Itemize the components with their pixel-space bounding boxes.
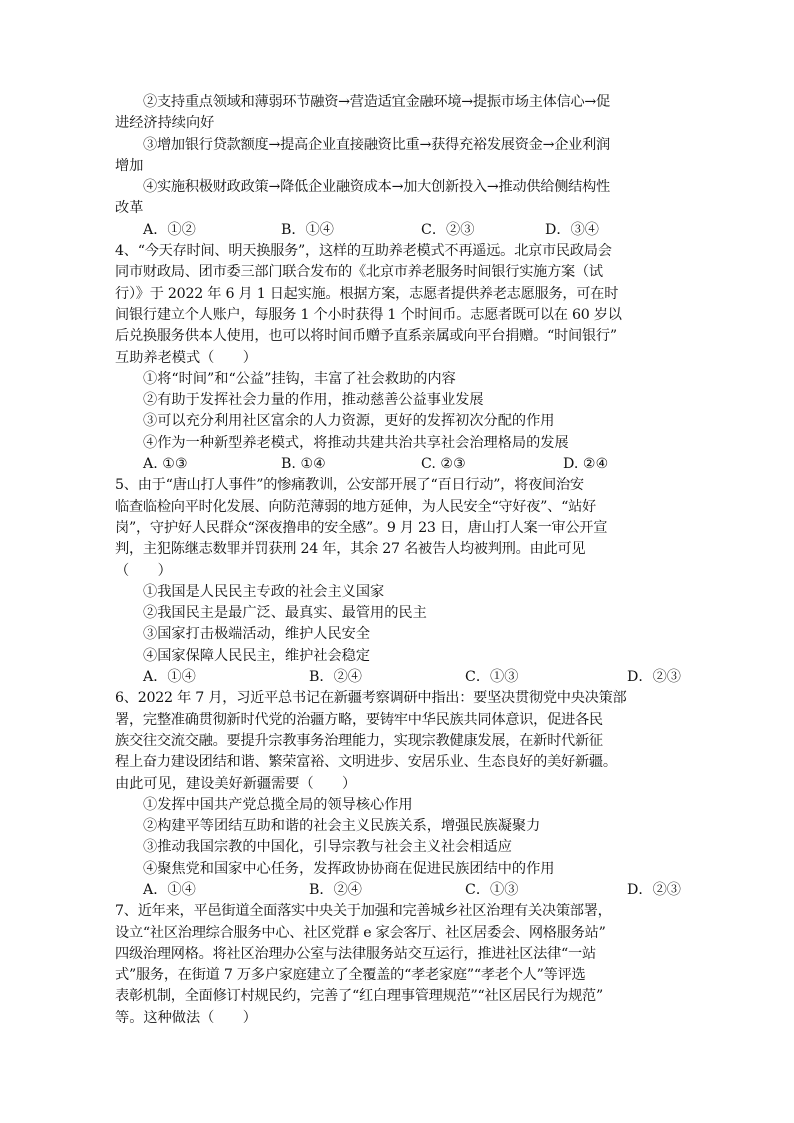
q5-item-2: ②我国民主是最广泛、最真实、最管用的民主	[143, 605, 427, 622]
q7-stem-line-1: 7、近年来，平邑街道全面落实中央关于加强和完善城乡社区治理有关决策部署，	[115, 903, 612, 920]
q5-item-3: ③国家打击极端活动，维护人民安全	[143, 626, 371, 643]
q4-item-4: ④作为一种新型养老模式，将推动共建共治共享社会治理格局的发展	[143, 434, 569, 451]
q3-item-4-line-1: ④实施积极财政政策→降低企业融资成本→加大创新投入→推动供给侧结构性	[143, 179, 610, 196]
q3-option-a: A．①②	[143, 221, 196, 238]
q4-options	[115, 454, 690, 475]
q5-stem-line-2: 临查临检向平时化发展、向防范薄弱的地方延伸，为人民安全“守好夜”、“站好	[115, 498, 596, 515]
q3-item-3-line-2: 增加	[115, 157, 144, 174]
q3-item-4-line-2: 改革	[115, 200, 144, 217]
q5-stem-line-4: 判，主犯陈继志数罪并罚获刑 24 年，其余 27 名被告人均被判刑。由此可见	[115, 541, 586, 558]
q4-item-1: ①将“时间”和“公益”挂钩，丰富了社会救助的内容	[143, 370, 456, 387]
q5-option-d: D．②③	[627, 669, 681, 686]
q6-option-c: C．①③	[465, 881, 519, 898]
q6-item-3: ③推动我国宗教的中国化，引导宗教与社会主义社会相适应	[143, 839, 512, 856]
q4-option-b: B. ①④	[281, 456, 326, 473]
q5-options	[115, 667, 690, 688]
q6-stem-line-2: 署，完整准确贯彻新时代党的治疆方略，要铸牢中华民族共同体意识，促进各民	[115, 711, 603, 728]
q6-stem-line-1: 6、2022 年 7 月，习近平总书记在新疆考察调研中指出：要坚决贯彻党中央决策部	[115, 690, 627, 707]
q7-stem-line-3: 四级治理网格。将社区治理办公室与法律服务站交互运行，推进社区法律“一站	[115, 945, 596, 962]
q3-option-d: D．③④	[545, 221, 599, 238]
q5-option-c: C．①③	[465, 669, 519, 686]
exam-page	[115, 92, 690, 1029]
q4-stem-line-2: 同市财政局、团市委三部门联合发布的《北京市养老服务时间银行实施方案（试	[115, 264, 603, 281]
q5-stem-line-5: （ ）	[115, 562, 172, 579]
question-4	[115, 241, 690, 475]
q7-stem-line-6: 等。这种做法（ ）	[115, 1009, 257, 1026]
q6-stem-line-3: 族交往交流交融。要提升宗教事务治理能力，实现宗教健康发展，在新时代新征	[115, 732, 603, 749]
q4-option-c: C. ②③	[421, 456, 466, 473]
question-5	[115, 475, 690, 688]
q6-stem-line-5: 由此可见，建设美好新疆需要（ ）	[115, 775, 357, 792]
q3-item-2-line-2: 进经济持续向好	[115, 115, 215, 132]
q3-item-2-line-1: ②支持重点领域和薄弱环节融资→营造适宜金融环境→提振市场主体信心→促	[143, 94, 610, 110]
q4-stem-line-1: 4、“今天存时间、明天换服务”，这样的互助养老模式不再遥远。北京市民政局会	[115, 243, 612, 260]
q4-item-2: ②有助于发挥社会力量的作用，推动慈善公益事业发展	[143, 392, 484, 409]
q5-stem-line-3: 岗”，守护好人民群众“深夜撸串的安全感”。9 月 23 日，唐山打人案一审公开宣	[115, 519, 608, 536]
q4-option-d: D. ②④	[563, 456, 609, 473]
q5-item-4: ④国家保障人民民主，维护社会稳定	[143, 647, 371, 664]
q3-option-c: C．②③	[421, 221, 475, 238]
q5-stem-line-1: 5、由于“唐山打人事件”的惨痛教训，公安部开展了“百日行动”，将夜间治安	[115, 477, 584, 494]
q7-stem-line-2: 设立“社区治理综合服务中心、社区党群 e 家会客厅、社区居委会、网格服务站”	[115, 924, 606, 941]
question-6	[115, 688, 690, 901]
q4-stem-line-3: 行）》于 2022 年 6 月 1 日起实施。根据方案，志愿者提供养老志愿服务，可在时	[115, 285, 619, 302]
q6-item-4: ④聚焦党和国家中心任务，发挥政协协商在促进民族团结中的作用	[143, 860, 555, 877]
q4-option-a: A. ①③	[143, 456, 188, 473]
q6-item-1: ①发挥中国共产党总揽全局的领导核心作用	[143, 796, 413, 813]
question-3-continued	[115, 92, 690, 241]
q4-stem-line-6: 互助养老模式（ ）	[115, 349, 257, 366]
q5-item-1: ①我国是人民民主专政的社会主义国家	[143, 583, 385, 600]
q3-options	[115, 220, 690, 241]
q3-item-3-line-1: ③增加银行贷款额度→提高企业直接融资比重→获得充裕发展资金→企业利润	[143, 136, 610, 153]
q4-stem-line-5: 后兑换服务供本人使用，也可以将时间币赠予直系亲属或向平台捐赠。“时间银行”	[115, 328, 617, 345]
q6-options	[115, 880, 690, 901]
q5-option-b: B．②④	[309, 669, 362, 686]
q6-stem-line-4: 程上奋力建设团结和谐、繁荣富裕、文明进步、安居乐业、生态良好的美好新疆。	[115, 754, 617, 771]
q6-option-b: B．②④	[309, 881, 362, 898]
q6-option-d: D．②③	[627, 881, 681, 898]
q5-option-a: A．①④	[143, 669, 196, 686]
question-7	[115, 901, 690, 1029]
q7-stem-line-5: 表彰机制，全面修订村规民约，完善了“红白理事管理规范”“社区居民行为规范”	[115, 988, 603, 1005]
q7-stem-line-4: 式”服务，在街道 7 万多户家庭建立了全覆盖的“孝老家庭”“孝老个人”等评选	[115, 967, 586, 984]
q4-stem-line-4: 间银行建立个人账户，每服务 1 个小时获得 1 个时间币。志愿者既可以在 60 岁以	[115, 306, 622, 323]
q6-option-a: A．①④	[143, 881, 196, 898]
q4-item-3: ③可以充分利用社区富余的人力资源，更好的发挥初次分配的作用	[143, 413, 555, 430]
q6-item-2: ②构建平等团结互助和谐的社会主义民族关系，增强民族凝聚力	[143, 818, 541, 835]
q3-option-b: B．①④	[281, 221, 334, 238]
